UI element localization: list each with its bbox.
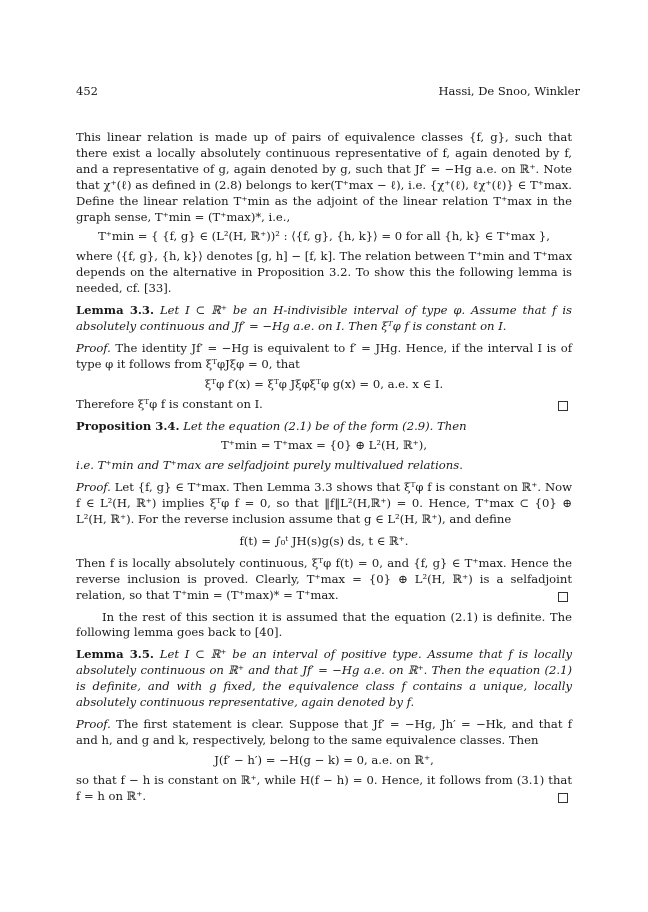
proof-label: Proof. <box>76 480 111 495</box>
proof-proposition-3-4-end <box>76 556 572 604</box>
proof-label: Proof. <box>76 340 111 355</box>
qed-square-icon <box>558 793 568 803</box>
lemma-3-5-statement: Let I ⊂ ℝ⁺ be an interval of positive type. Assume that f is locally absolutely continuous on ℝ⁺ and that Jf′ = −Hg a.e. on ℝ⁺. Then the equation (2.1) is definite, and with g fixed, the equivalence class f contains a unique, locally absolutely continuous representative, again denoted by f. <box>76 647 573 710</box>
proof-lemma-3-5-end <box>76 773 572 805</box>
proof-lemma-3-3-end <box>76 397 572 413</box>
qed-square-icon <box>558 401 568 411</box>
proposition-3-4-label: Proposition 3.4. <box>76 418 180 433</box>
paragraph-intro: This linear relation is made up of pairs of equivalence classes {f, g}, such that there exist a locally absolutely continuous representative of f, again denoted by f, and a representative of g, again denoted by g, such that Jf′ = −Hg a.e. on ℝ⁺. Note that χ⁺(ℓ) as defined in (2.8) belongs to ker(T⁺max − ℓ), i.e. {χ⁺(ℓ), ℓχ⁺(ℓ)} ∈ T⁺max. Define the linear relation T⁺min as the adjoint of the linear relation T⁺max in the graph sense, T⁺min = (T⁺max)*, i.e., <box>76 130 572 224</box>
proof-lemma-3-5-text: The first statement is clear. Suppose that Jf′ = −Hg, Jh′ = −Hk, and that f and h, and g and k, respectively, belong to the same equivalence classes. Then <box>76 717 573 747</box>
proof-lemma-3-3-text: The identity Jf′ = −Hg is equivalent to f′ = JHg. Hence, if the interval I is of type φ it follows from ξᵀφJξφ = 0, that <box>76 340 572 371</box>
proof-lemma-3-5 <box>76 717 572 749</box>
paragraph-relation: where ⟨{f, g}, {h, k}⟩ denotes [g, h] − [f, k]. The relation between T⁺min and T⁺max depends on the alternative in Proposition 3.2. To show this the following lemma is needed, cf. [33]. <box>76 249 572 296</box>
equation-tmin-definition: T⁺min = { {f, g} ∈ (L²(H, ℝ⁺))² : ⟨{f, g}, {h, k}⟩ = 0 for all {h, k} ∈ T⁺max }, <box>98 229 550 244</box>
proposition-3-4-consequence: i.e. T⁺min and T⁺max are selfadjoint purely multivalued relations. <box>76 458 463 473</box>
proof-proposition-3-4 <box>76 480 572 528</box>
proposition-3-4-statement: Let the equation (2.1) be of the form (2.9). Then <box>183 418 467 433</box>
proof-lemma-3-3 <box>76 341 572 373</box>
equation-f-integral: f(t) = ∫₀ᵗ JH(s)g(s) ds, t ∈ ℝ⁺. <box>239 533 409 548</box>
page-body <box>76 130 572 805</box>
paragraph-definite: In the rest of this section it is assumed that the equation (2.1) is definite. The following lemma goes back to [40]. <box>76 609 572 640</box>
proof-lemma-3-5-conclusion: so that f − h is constant on ℝ⁺, while H(f − h) = 0. Hence, it follows from (3.1) that f = h on ℝ⁺. <box>76 772 572 803</box>
proof-label: Proof. <box>76 717 111 731</box>
running-authors: Hassi, De Snoo, Winkler <box>438 84 580 98</box>
lemma-3-5 <box>76 647 572 711</box>
proposition-3-4 <box>76 419 572 435</box>
lemma-3-3 <box>76 303 572 335</box>
equation-xi-derivative: ξᵀφ f′(x) = ξᵀφ Jξφξᵀφ g(x) = 0, a.e. x ∈ I. <box>204 376 444 391</box>
proof-lemma-3-3-conclusion: Therefore ξᵀφ f is constant on I. <box>76 396 263 411</box>
proof-proposition-3-4-conclusion: Then f is locally absolutely continuous, ξᵀφ f(t) = 0, and {f, g} ∈ T⁺max. Hence the reverse inclusion is proved. Clearly, T⁺max = {0} ⊕ L²(H, ℝ⁺) is a selfadjoint relation, so that T⁺min = (T⁺max)* = T⁺max. <box>76 555 572 602</box>
equation-tmin-equals-tmax: T⁺min = T⁺max = {0} ⊕ L²(H, ℝ⁺), <box>220 438 427 453</box>
lemma-3-5-label: Lemma 3.5. <box>76 647 154 662</box>
lemma-3-3-label: Lemma 3.3. <box>76 303 155 318</box>
lemma-3-3-statement: Let I ⊂ ℝ⁺ be an H-indivisible interval of type φ. Assume that f is absolutely continuous and Jf′ = −Hg a.e. on I. Then ξᵀφ f is constant on I. <box>76 303 572 333</box>
equation-difference: J(f′ − h′) = −H(g − k) = 0, a.e. on ℝ⁺, <box>214 752 434 767</box>
page-number: 452 <box>76 84 98 98</box>
proof-proposition-3-4-text: Let {f, g} ∈ T⁺max. Then Lemma 3.3 shows that ξᵀφ f is constant on ℝ⁺. Now f ∈ L²(H, ℝ⁺) implies ξᵀφ f = 0, so that ‖f‖L²(H,ℝ⁺) = 0. Hence, T⁺max ⊂ {0} ⊕ L²(H, ℝ⁺). For the reverse inclusion assume that g ∈ L²(H, ℝ⁺), and define <box>76 480 572 527</box>
running-header <box>76 84 580 98</box>
qed-square-icon <box>558 592 568 602</box>
